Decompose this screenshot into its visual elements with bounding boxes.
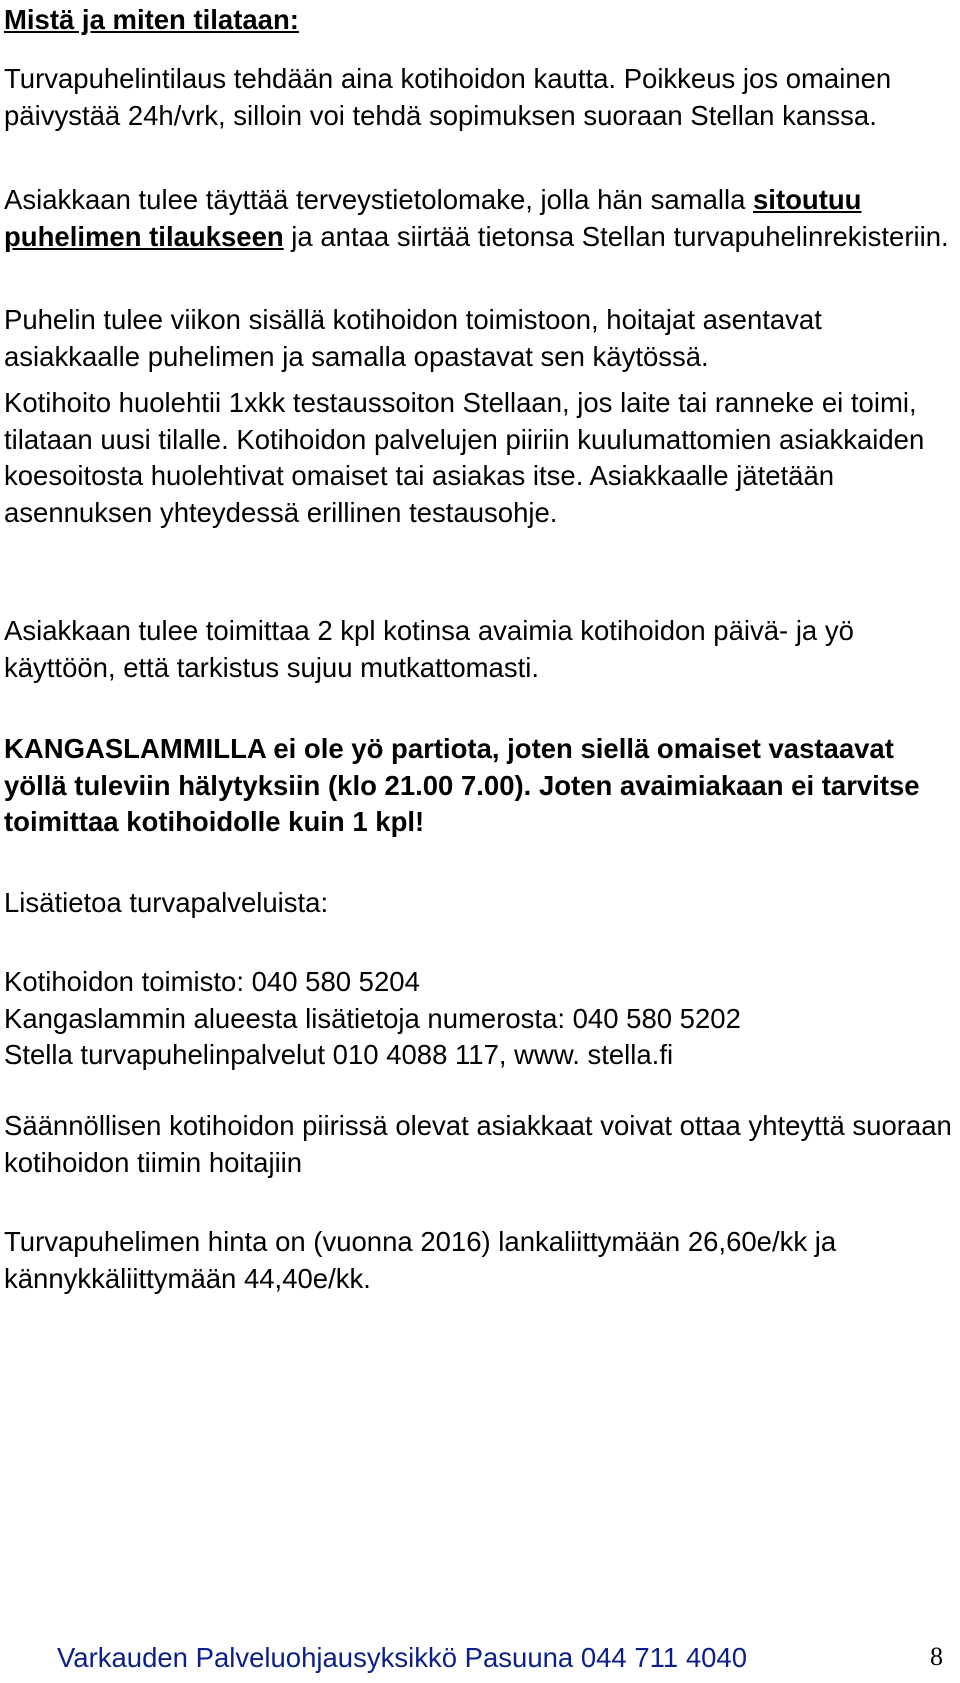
contact-stella: Stella turvapuhelinpalvelut 010 4088 117, www. stella.fi: [4, 1039, 674, 1070]
footer-contact: Varkauden Palveluohjausyksikkö Pasuuna 044 711 4040: [57, 1642, 748, 1673]
more-info-label: Lisätietoa turvapalveluista:: [4, 887, 329, 918]
contact-office: Kotihoidon toimisto: 040 580 5204: [4, 966, 420, 997]
paragraph-regular-clients: Säännöllisen kotihoidon piirissä olevat asiakkaat voivat ottaa yhteyttä suoraan kotihoidon tiimin hoitajiin: [4, 1110, 952, 1178]
contact-list: [4, 964, 956, 1074]
paragraph-price: Turvapuhelimen hinta on (vuonna 2016) lankaliittymään 26,60e/kk ja kännykkäliittymään 44,40e/kk.: [4, 1226, 837, 1294]
page-number: 8: [930, 1642, 943, 1671]
section-heading: Mistä ja miten tilataan:: [4, 4, 299, 35]
commitment-emphasis: sitoutuu puhelimen tilaukseen: [4, 184, 862, 252]
contact-kangaslampi: Kangaslammin alueesta lisätietoja numerosta: 040 580 5202: [4, 1002, 741, 1034]
kangaslampi-notice: KANGASLAMMILLA ei ole yö partiota, joten siellä omaiset vastaavat yöllä tuleviin hälytyksiin (klo 21.00 7.00). Joten avaimiakaan ei tarvitse toimittaa kotihoidolle kuin 1 kpl!: [4, 733, 920, 837]
paragraph-installation: Puhelin tulee viikon sisällä kotihoidon toimistoon, hoitajat asentavat asiakkaalle puhelimen ja samalla opastavat sen käytössä.: [4, 304, 822, 372]
paragraph-ordering: Turvapuhelintilaus tehdään aina kotihoidon kautta. Poikkeus jos omainen päivystää 24h/vrk, silloin voi tehdä sopimuksen suoraan Stellan kanssa.: [4, 63, 892, 131]
paragraph-keys: Asiakkaan tulee toimittaa 2 kpl kotinsa avaimia kotihoidon päivä- ja yö käyttöön, että tarkistus sujuu mutkattomasti.: [4, 615, 854, 683]
health-form-text-start: Asiakkaan tulee täyttää terveystietolomake, jolla hän samalla: [4, 184, 754, 215]
paragraph-health-form: [4, 182, 956, 255]
health-form-text-end: ja antaa siirtää tietonsa Stellan turvapuhelinrekisteriin.: [283, 220, 949, 252]
paragraph-testing: Kotihoito huolehtii 1xkk testaussoiton Stellaan, jos laite tai ranneke ei toimi, tilataan uusi tilalle. Kotihoidon palvelujen piiriin kuulumattomien asiakkaiden koesoitosta huolehtivat omaiset tai asiakas itse. Asiakkaalle jätetään asennuksen yhteydessä erillinen testausohje.: [4, 387, 925, 528]
